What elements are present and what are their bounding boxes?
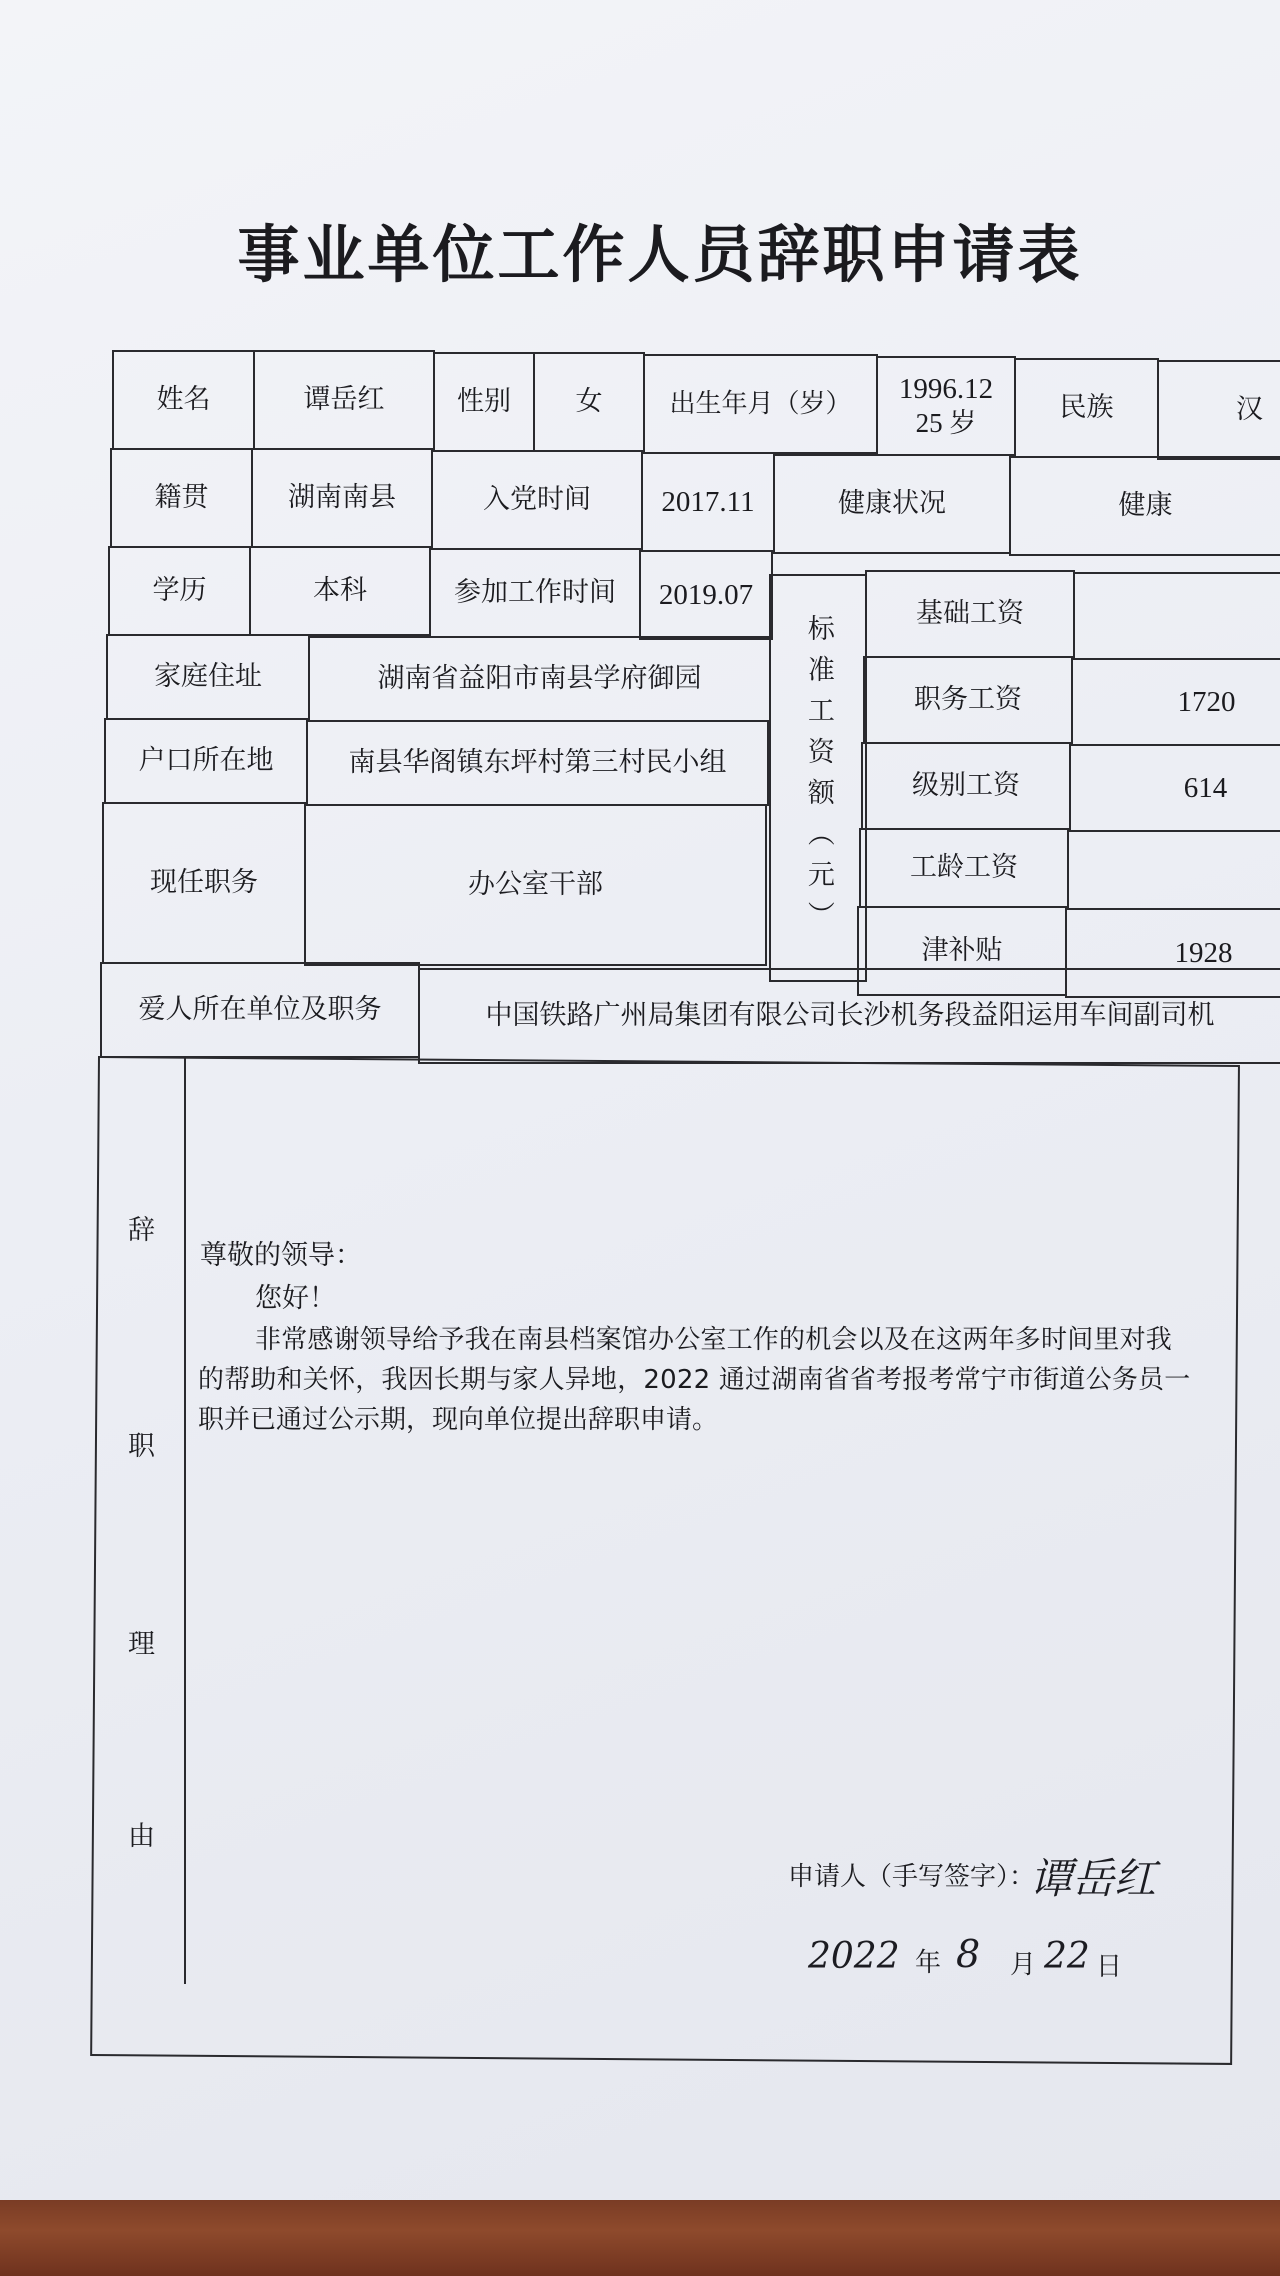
salary-position-label: 职务工资 xyxy=(863,656,1073,744)
salary-basic-label: 基础工资 xyxy=(865,570,1075,658)
reason-body-line3: 职并已通过公示期，现向单位提出辞职申请。 xyxy=(198,1405,719,1435)
education-label: 学历 xyxy=(108,546,251,636)
signer-label: 申请人（手写签字）： xyxy=(788,1862,1036,1892)
native-label: 籍贯 xyxy=(110,448,253,548)
salary-level-value: 614 xyxy=(1069,744,1280,832)
salary-allowance-label: 津补贴 xyxy=(857,906,1067,996)
home-address-value: 湖南省益阳市南县学府御园 xyxy=(308,636,771,722)
salary-level-label: 级别工资 xyxy=(861,742,1071,830)
date-day-unit: 日 xyxy=(1096,1952,1123,1982)
name-value: 谭岳红 xyxy=(253,350,435,450)
name-label: 姓名 xyxy=(112,350,255,450)
education-value: 本科 xyxy=(249,546,431,636)
birth-age: 25 岁 xyxy=(915,408,977,439)
health-label: 健康状况 xyxy=(773,454,1011,554)
reason-greeting: 尊敬的领导： xyxy=(200,1240,362,1271)
birth-value xyxy=(876,356,1016,456)
gender-label: 性别 xyxy=(433,352,535,452)
hukou-value: 南县华阁镇东坪村第三村民小组 xyxy=(306,720,769,806)
salary-basic-value xyxy=(1073,572,1280,660)
desk-surface xyxy=(0,2200,1280,2276)
home-address-label: 家庭住址 xyxy=(106,634,310,720)
salary-position-value: 1720 xyxy=(1071,658,1280,746)
gender-value: 女 xyxy=(533,352,645,452)
reason-body-line1: 非常感谢领导给予我在南县档案馆办公室工作的机会以及在这两年多时间里对我 xyxy=(255,1325,1173,1355)
date-month-unit: 月 xyxy=(1010,1950,1037,1980)
birth-date: 1996.12 xyxy=(898,373,994,405)
signature-text: 谭岳红 xyxy=(1030,1854,1157,1903)
ethnic-value: 汉 xyxy=(1157,360,1280,460)
birth-label: 出生年月（岁） xyxy=(643,354,878,454)
reason-label-char-4: 由 xyxy=(128,1821,155,1852)
reason-body-line2: 的帮助和关怀，我因长期与家人异地，2022 通过湖南省省考报考常宁市街道公务员一 xyxy=(198,1365,1191,1395)
handwritten-signature xyxy=(1030,1846,1156,1906)
work-start-label: 参加工作时间 xyxy=(429,548,641,638)
position-value: 办公室干部 xyxy=(304,804,767,966)
form-title: 事业单位工作人员辞职申请表 xyxy=(237,218,1083,291)
spouse-label: 爱人所在单位及职务 xyxy=(100,962,420,1058)
position-label: 现任职务 xyxy=(102,802,306,964)
date-day: 22 xyxy=(1044,1936,1090,1977)
hukou-label: 户口所在地 xyxy=(104,718,308,804)
date-year: 2022 xyxy=(808,1936,900,1977)
salary-allowance-value: 1928 xyxy=(1065,908,1280,998)
salary-seniority-value xyxy=(1067,830,1280,910)
spouse-value: 中国铁路广州局集团有限公司长沙机务段益阳运用车间副司机 xyxy=(418,968,1280,1064)
party-value: 2017.11 xyxy=(641,452,775,552)
date-year-unit: 年 xyxy=(915,1948,942,1978)
date-month: 8 xyxy=(956,1932,981,1976)
work-start-value: 2019.07 xyxy=(639,550,773,640)
salary-group-label: 标准工资额（元） xyxy=(769,574,867,982)
reason-box xyxy=(90,1056,1240,2065)
reason-hello: 您好！ xyxy=(255,1283,336,1314)
health-value: 健康 xyxy=(1009,456,1280,556)
reason-label-char-2: 职 xyxy=(128,1431,155,1462)
native-value: 湖南南县 xyxy=(251,448,433,548)
salary-seniority-label: 工龄工资 xyxy=(859,828,1069,908)
ethnic-label: 民族 xyxy=(1014,358,1159,458)
reason-label-char-3: 理 xyxy=(128,1629,155,1660)
reason-label-char-1: 辞 xyxy=(128,1215,155,1246)
party-label: 入党时间 xyxy=(431,450,643,550)
